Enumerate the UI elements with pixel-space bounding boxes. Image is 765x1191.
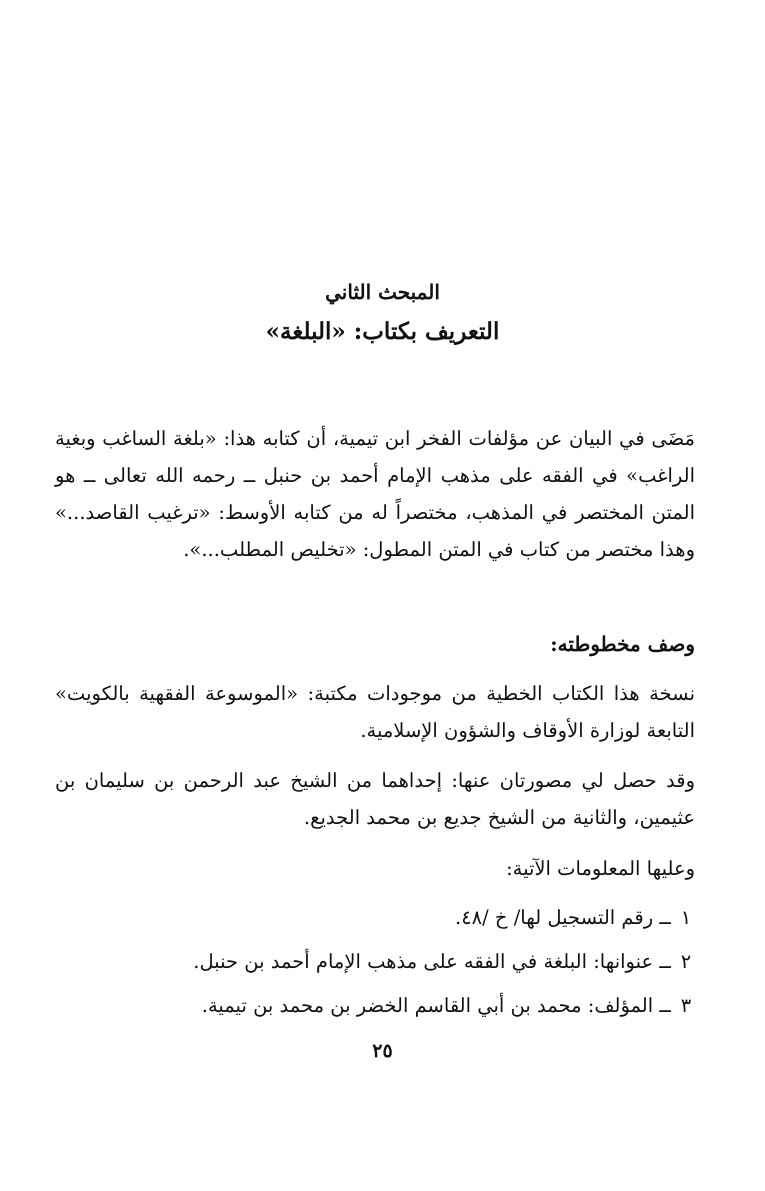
list-item <box>55 896 695 940</box>
list-item-number: ١ <box>680 906 692 929</box>
info-intro: وعليها المعلومات الآتية: <box>506 857 695 880</box>
list-item <box>55 984 695 1028</box>
manuscript-heading: وصف مخطوطته: <box>550 632 695 656</box>
list-item-dash: ــ <box>659 906 671 929</box>
list-item-dash: ــ <box>659 950 671 973</box>
list-item <box>55 940 695 984</box>
list-item-text: المؤلف: محمد بن أبي القاسم الخضر بن محمد بن تيمية. <box>201 994 654 1017</box>
list-item-dash: ــ <box>659 994 671 1017</box>
list-item-text: رقم التسجيل لها/ خ /٤٨. <box>455 906 654 929</box>
intro-paragraph: مَضَى في البيان عن مؤلفات الفخر ابن تيمية، أن كتابه هذا: «بلغة الساغب وبغية الراغب» في الفقه على مذهب الإمام أحمد بن حنبل ــ رحمه الله تعالى ــ هو المتن المختصر في المذهب، مختصراً له من كتابه الأوسط: «ترغيب القاصد...» وهذا مختصر من كتاب في المتن المطول: «تخليص المطلب...». <box>55 427 695 561</box>
manuscript-paragraph: نسخة هذا الكتاب الخطية من موجودات مكتبة: «الموسوعة الفقهية بالكويت» التابعة لوزارة الأوقاف والشؤون الإسلامية. <box>55 682 695 742</box>
section-heading: المبحث الثاني <box>325 280 440 304</box>
page-number: ٢٥ <box>372 1040 393 1062</box>
list-item-text: عنوانها: البلغة في الفقه على مذهب الإمام أحمد بن حنبل. <box>193 950 654 973</box>
chapter-title: التعريف بكتاب: «البلغة» <box>265 318 500 345</box>
info-list <box>55 896 695 1028</box>
list-item-number: ٣ <box>680 994 692 1017</box>
copies-paragraph: وقد حصل لي مصورتان عنها: إحداهما من الشيخ عبد الرحمن بن سليمان بن عثيمين، والثانية من الشيخ جديع بن محمد الجديع. <box>55 769 695 829</box>
list-item-number: ٢ <box>680 950 692 973</box>
